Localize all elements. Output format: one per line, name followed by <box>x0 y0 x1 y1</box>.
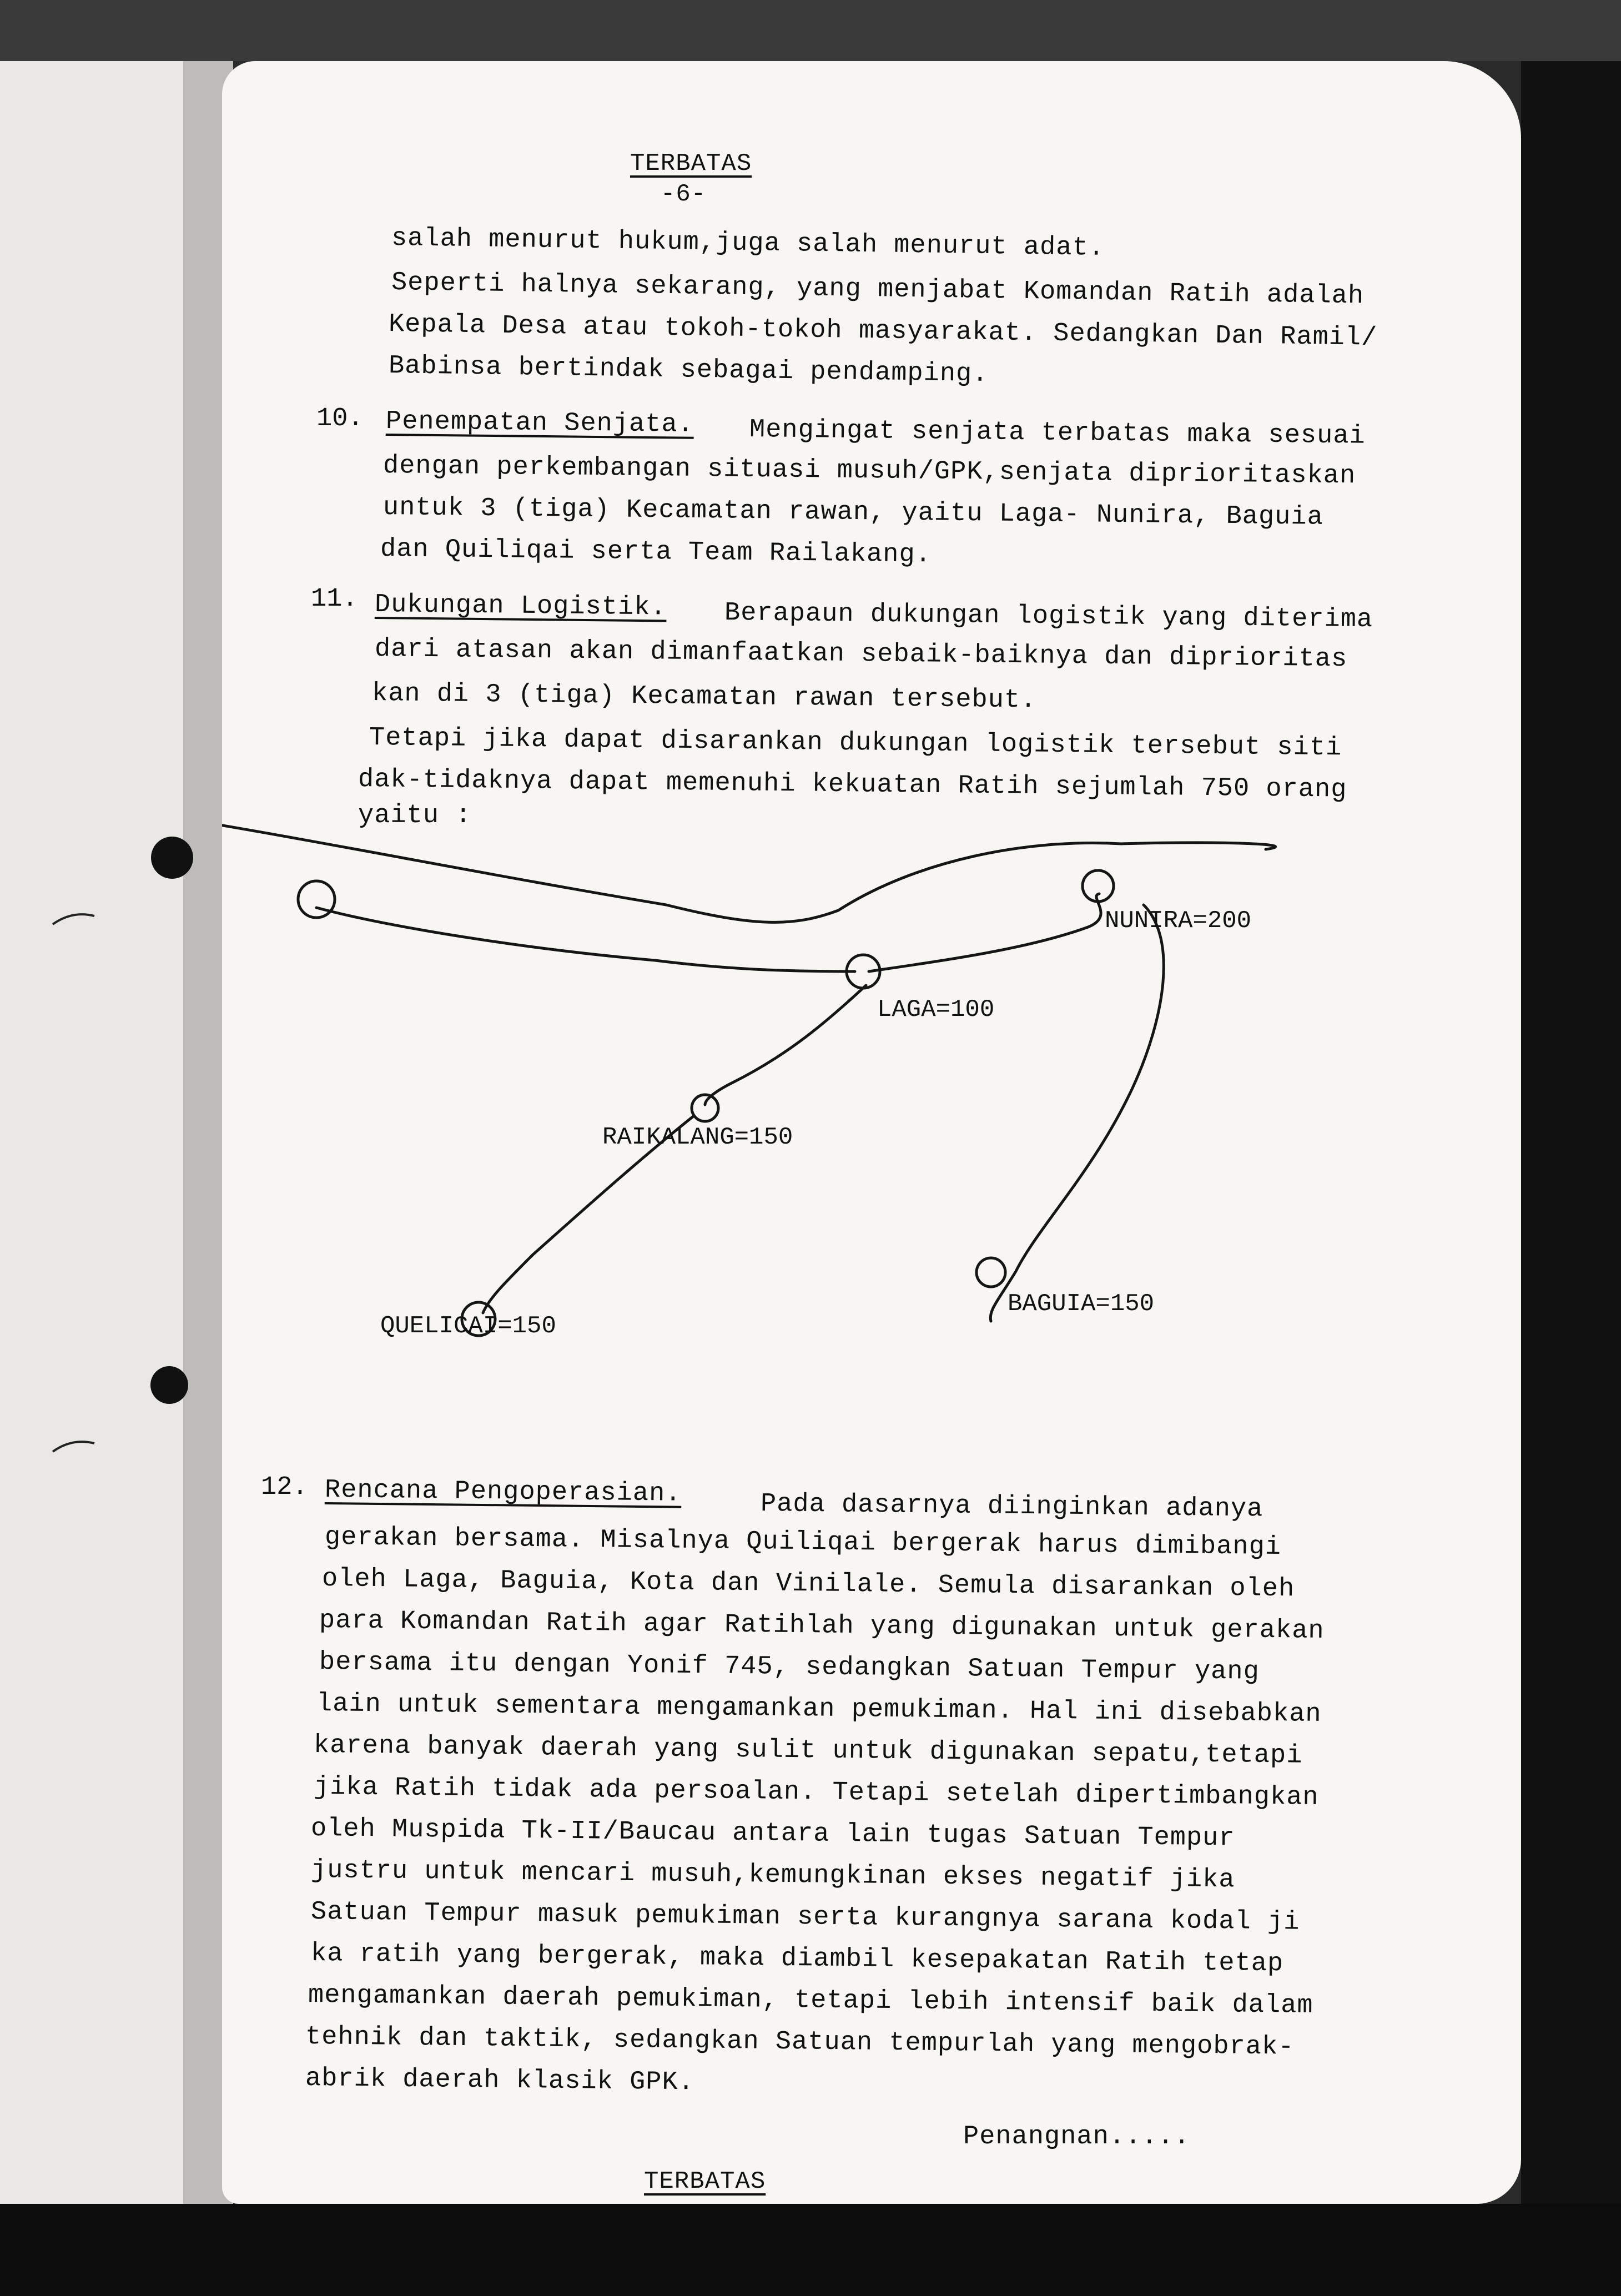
section-12-line: jika Ratih tidak ada persoalan. Tetapi setelah dipertimbangkan <box>313 1773 1319 1812</box>
node-raikalang-marker <box>692 1095 718 1121</box>
section-12-number: 12. <box>261 1473 308 1502</box>
section-12-line: oleh Muspida Tk-II/Baucau antara lain tugas Satuan Tempur <box>310 1814 1235 1854</box>
node-baguia-marker <box>976 1258 1005 1287</box>
section-11-title: Dukungan Logistik. <box>374 590 667 623</box>
section-10-title: Penempatan Senjata. <box>385 407 694 440</box>
section-11-line: yaitu : <box>358 801 472 830</box>
label-quelicai: QUELICAI=150 <box>380 1312 556 1340</box>
section-12-line: abrik daerah klasik GPK. <box>305 2064 695 2098</box>
section-11-number: 11. <box>311 585 358 614</box>
section-12-line: lain untuk sementara mengamankan pemukiman. Hal ini disebabkan <box>316 1689 1322 1729</box>
route-laga-nunira <box>869 894 1101 971</box>
label-raikalang: RAIKALANG=150 <box>602 1124 793 1151</box>
section-10-line: dan Quiliqai serta Team Railakang. <box>380 535 932 570</box>
section-12-first-line: Pada dasarnya diinginkan adanya <box>760 1489 1263 1524</box>
section-12-line: justru untuk mencari musuh,kemungkinan ekses negatif jika <box>310 1856 1235 1895</box>
section-12-line: para Komandan Ratih agar Ratihlah yang digunakan untuk gerakan <box>319 1606 1325 1646</box>
section-12-line: bersama itu dengan Yonif 745, sedangkan Satuan Tempur yang <box>319 1648 1260 1687</box>
label-laga: LAGA=100 <box>877 996 995 1024</box>
section-11-line: dari atasan akan dimanfaatkan sebaik-baiknya dan diprioritas <box>374 635 1348 674</box>
page-number: -6- <box>661 180 707 208</box>
header-classification: TERBATAS <box>630 150 752 178</box>
intro-line: Kepala Desa atau tokoh-tokoh masyarakat. Sedangkan Dan Ramil/ <box>388 310 1378 353</box>
section-12-line: gerakan bersama. Misalnya Quiliqai bergerak harus dimibangi <box>324 1523 1282 1563</box>
section-11-line: dak-tidaknya dapat memenuhi kekuatan Ratih sejumlah 750 orang <box>358 765 1347 805</box>
section-12-line: karena banyak daerah yang sulit untuk digunakan sepatu,tetapi <box>313 1731 1303 1771</box>
intro-line: Seperti halnya sekarang, yang menjabat Komandan Ratih adalah <box>391 268 1365 311</box>
section-11-first-line: Berapaun dukungan logistik yang diterima <box>724 598 1373 635</box>
section-11-line: kan di 3 (tiga) Kecamatan rawan tersebut. <box>371 679 1037 716</box>
section-12-line: Satuan Tempur masuk pemukiman serta kurangnya sarana kodal ji <box>310 1897 1300 1937</box>
route-laga-raikalang <box>705 985 866 1105</box>
section-12-line: ka ratih yang bergerak, maka diambil kesepakatan Ratih tetap <box>310 1939 1284 1979</box>
continuation-marker: Penangnan..... <box>963 2122 1190 2152</box>
route-west <box>316 908 855 971</box>
section-12-title: Rencana Pengoperasian. <box>324 1476 682 1509</box>
node-nunira-marker <box>1083 870 1114 902</box>
route-nunira-baguia <box>990 905 1164 1321</box>
section-12-line: mengamankan daerah pemukiman, tetapi lebih intensif baik dalam <box>308 1981 1313 2021</box>
intro-line: salah menurut hukum,juga salah menurut adat. <box>391 224 1105 263</box>
label-nunira: NUNIRA=200 <box>1105 907 1252 935</box>
section-10-first-line: Mengingat senjata terbatas maka sesuai <box>749 415 1366 451</box>
label-baguia: BAGUIA=150 <box>1008 1290 1155 1318</box>
section-10-number: 10. <box>316 404 364 434</box>
document-page <box>222 61 1521 2204</box>
node-west-marker <box>298 881 335 918</box>
section-10-line: untuk 3 (tiga) Kecamatan rawan, yaitu Laga- Nunira, Baguia <box>382 493 1324 532</box>
section-12-line: oleh Laga, Baguia, Kota dan Vinilale. Semula disarankan oleh <box>321 1564 1295 1604</box>
section-12-line: tehnik dan taktik, sedangkan Satuan tempurlah yang mengobrak- <box>305 2022 1295 2062</box>
intro-line: Babinsa bertindak sebagai pendamping. <box>388 351 989 390</box>
section-11-line: Tetapi jika dapat disarankan dukungan logistik tersebut siti <box>369 723 1342 763</box>
section-10-line: dengan perkembangan situasi musuh/GPK,senjata diprioritaskan <box>382 451 1356 491</box>
footer-classification: TERBATAS <box>644 2168 766 2196</box>
